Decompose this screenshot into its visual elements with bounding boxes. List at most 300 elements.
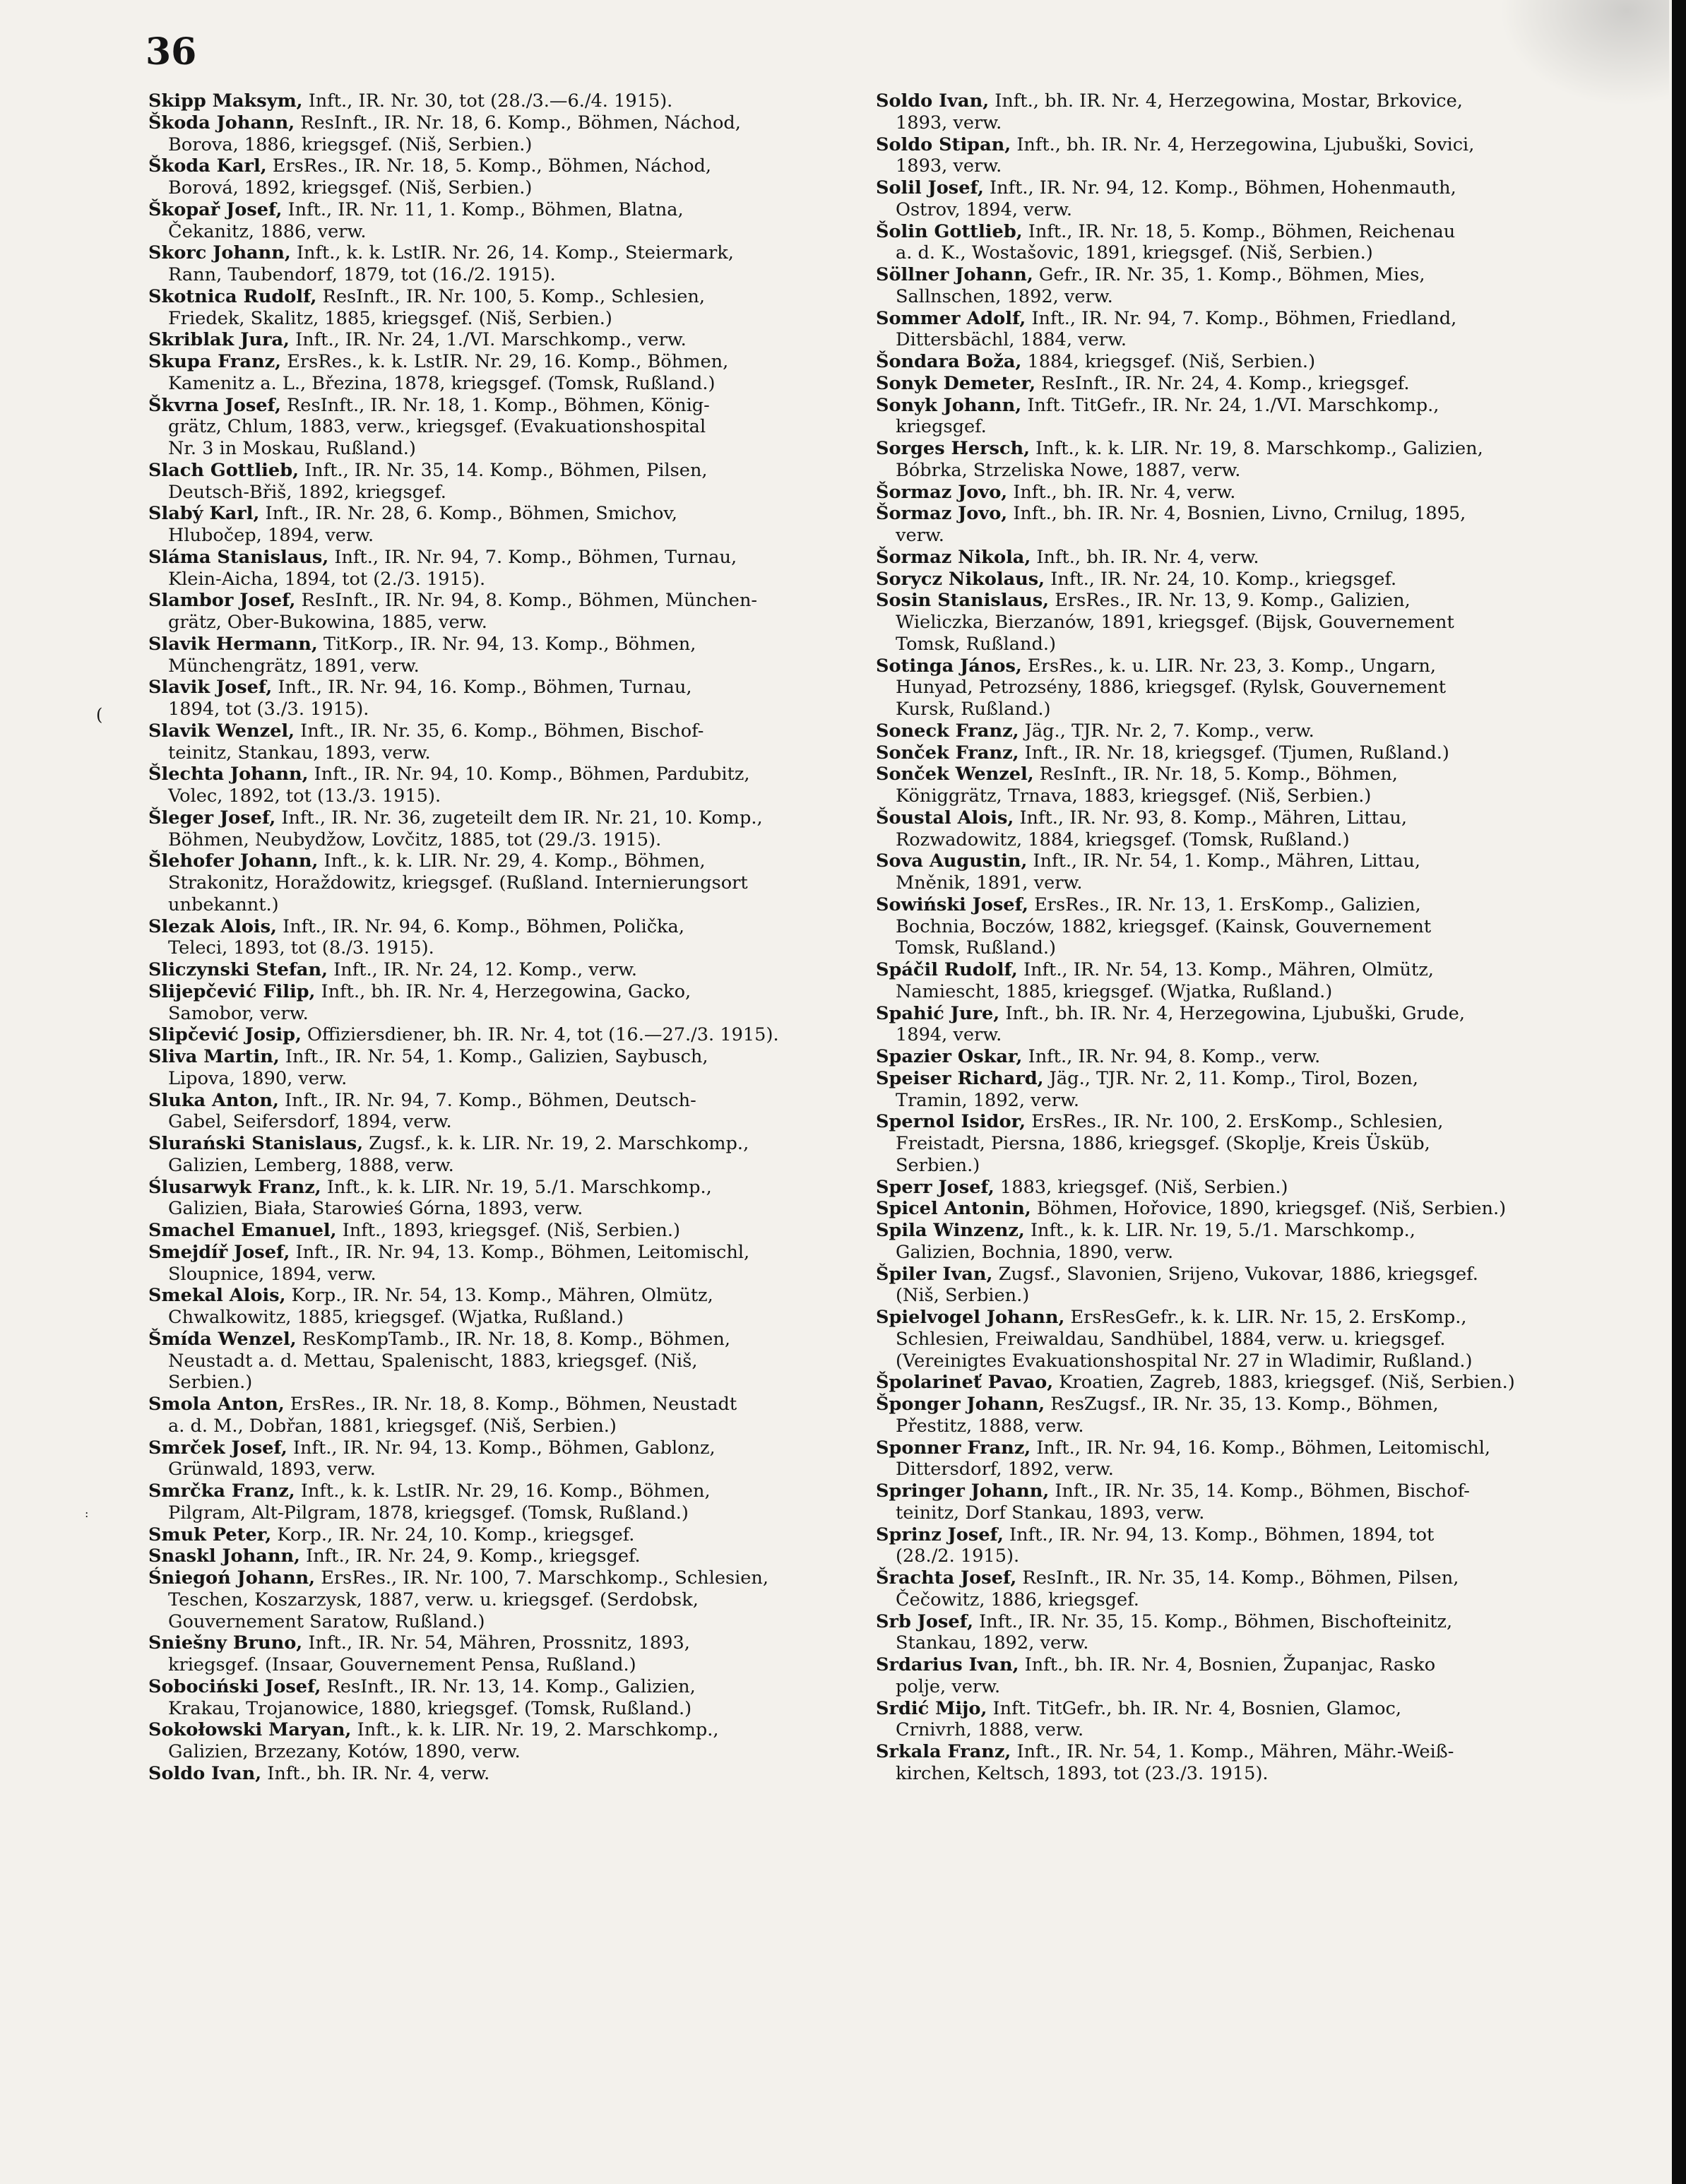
- entry-details: Inft., k. k. LIR. Nr. 19, 8. Marschkomp., Galizien,: [1030, 438, 1483, 459]
- entry-details: TitKorp., IR. Nr. 94, 13. Komp., Böhmen,: [317, 633, 696, 655]
- entry-continuation-line: Nr. 3 in Moskau, Rußland.): [168, 438, 416, 459]
- entry-continuation-line: a. d. K., Wostašovic, 1891, kriegsgef. (Niš, Serbien.): [896, 242, 1373, 264]
- entry-first-line: [876, 655, 1575, 677]
- entry-first-line: [148, 286, 835, 308]
- list-entry: [876, 850, 1575, 894]
- list-entry: [876, 373, 1575, 395]
- list-entry: [876, 807, 1575, 851]
- entry-first-line: [148, 959, 835, 981]
- list-entry: [876, 1003, 1575, 1047]
- entry-first-line: [148, 547, 835, 569]
- entry-details: Inft., bh. IR. Nr. 4, verw.: [261, 1762, 490, 1784]
- entry-first-line: [148, 1524, 835, 1546]
- entry-first-line: [148, 677, 835, 699]
- entry-details: Inft., IR. Nr. 35, 6. Komp., Böhmen, Bischof-: [295, 720, 704, 742]
- list-entry: [148, 112, 835, 156]
- entry-first-line: [876, 1372, 1575, 1394]
- margin-mark: :: [85, 1507, 89, 1520]
- entry-name: Šleger Josef,: [148, 807, 276, 829]
- entry-first-line: [148, 1133, 835, 1155]
- entry-details: Zugsf., Slavonien, Srijeno, Vukovar, 1886, kriegsgef.: [992, 1263, 1478, 1285]
- entry-first-line: [148, 590, 835, 612]
- list-entry: [148, 1090, 835, 1134]
- entry-details: ResInft., IR. Nr. 35, 14. Komp., Böhmen, Pilsen,: [1016, 1567, 1459, 1589]
- entry-details: Inft., IR. Nr. 35, 14. Komp., Böhmen, Pilsen,: [299, 459, 708, 481]
- entry-continuation-line: kriegsgef. (Insaar, Gouvernement Pensa, Rußland.): [168, 1654, 636, 1675]
- entry-details: Inft., bh. IR. Nr. 4, Herzegowina, Ljubuški, Grude,: [999, 1002, 1465, 1024]
- entry-first-line: [876, 1068, 1575, 1090]
- entry-details: Zugsf., k. k. LIR. Nr. 19, 2. Marschkomp.,: [363, 1133, 749, 1154]
- entry-first-line: [876, 959, 1575, 981]
- entry-first-line: [876, 373, 1575, 395]
- entry-continuation-line: Namiescht, 1885, kriegsgef. (Wjatka, Rußland.): [896, 980, 1333, 1002]
- list-entry: [148, 850, 835, 915]
- list-entry: [148, 959, 835, 981]
- entry-first-line: [876, 569, 1575, 590]
- entry-continuation-line: Borová, 1892, kriegsgef. (Niš, Serbien.): [168, 177, 533, 198]
- entry-continuation-line: Teschen, Koszarzysk, 1887, verw. u. kriegsgef. (Serdobsk,: [168, 1589, 699, 1610]
- list-entry: [876, 959, 1575, 1003]
- entry-first-line: [148, 916, 835, 938]
- entry-name: Sokołowski Maryan,: [148, 1719, 352, 1741]
- entry-continuation-line: 1894, tot (3./3. 1915).: [168, 699, 369, 720]
- entry-continuation-line: Klein-Aicha, 1894, tot (2./3. 1915).: [168, 568, 486, 590]
- entry-first-line: [876, 1654, 1575, 1676]
- entry-details: Inft., IR. Nr. 24, 9. Komp., kriegsgef.: [299, 1545, 641, 1567]
- entry-continuation-line: Rozwadowitz, 1884, kriegsgef. (Tomsk, Rußland.): [896, 829, 1350, 850]
- entry-continuation-line: Galizien, Lemberg, 1888, verw.: [168, 1154, 454, 1176]
- entry-name: Sperr Josef,: [876, 1176, 995, 1198]
- entry-details: Inft., bh. IR. Nr. 4, Herzegowina, Gacko,: [315, 980, 691, 1002]
- entry-first-line: [148, 1676, 835, 1698]
- entry-first-line: [876, 438, 1575, 460]
- entry-name: Sonček Wenzel,: [876, 764, 1034, 785]
- entry-continuation-line: unbekannt.): [168, 894, 279, 915]
- entry-name: Škopař Josef,: [148, 198, 283, 220]
- entry-first-line: [876, 395, 1575, 417]
- entry-continuation-line: Čečowitz, 1886, kriegsgef.: [896, 1589, 1139, 1610]
- entry-name: Slambor Josef,: [148, 590, 296, 612]
- list-entry: [876, 655, 1575, 720]
- margin-mark: (: [96, 705, 103, 725]
- entry-first-line: [148, 199, 835, 221]
- list-entry: [148, 395, 835, 460]
- entry-first-line: [876, 807, 1575, 829]
- entry-first-line: [876, 764, 1575, 785]
- list-entry: [876, 720, 1575, 742]
- entry-details: Inft., IR. Nr. 36, zugeteilt dem IR. Nr. 21, 10. Komp.,: [275, 807, 763, 829]
- entry-details: Korp., IR. Nr. 24, 10. Komp., kriegsgef.: [271, 1524, 635, 1545]
- list-entry: [876, 1046, 1575, 1068]
- entry-details: ErsResGefr., k. k. LIR. Nr. 15, 2. ErsKomp.,: [1064, 1307, 1467, 1328]
- list-entry: [148, 547, 835, 590]
- entry-continuation-line: Čekanitz, 1886, verw.: [168, 220, 367, 242]
- entry-details: Inft., IR. Nr. 94, 13. Komp., Böhmen, Gablonz,: [287, 1437, 716, 1459]
- list-entry: [148, 1437, 835, 1481]
- list-entry: [148, 1394, 835, 1437]
- entry-continuation-line: Deutsch-Břiš, 1892, kriegsgef.: [168, 481, 446, 503]
- entry-continuation-line: Serbien.): [168, 1372, 253, 1394]
- entry-name: Slach Gottlieb,: [148, 459, 299, 481]
- entry-first-line: [876, 547, 1575, 569]
- entry-details: Inft., IR. Nr. 35, 14. Komp., Böhmen, Bischof-: [1049, 1480, 1470, 1502]
- list-entry: [876, 742, 1575, 764]
- entry-continuation-line: Krakau, Trojanowice, 1880, kriegsgef. (Tomsk, Rußland.): [168, 1697, 692, 1719]
- list-entry: [876, 894, 1575, 959]
- entry-details: Inft., IR. Nr. 94, 6. Komp., Böhmen, Polička,: [276, 915, 684, 937]
- entry-details: Inft., k. k. LIR. Nr. 29, 4. Komp., Böhmen,: [318, 850, 706, 872]
- list-entry: [148, 503, 835, 547]
- page-number: 36: [146, 30, 197, 73]
- entry-first-line: [876, 351, 1575, 373]
- entry-continuation-line: grätz, Chlum, 1883, verw., kriegsgef. (Evakuationshospital: [168, 416, 706, 438]
- entry-details: ResInft., IR. Nr. 18, 6. Komp., Böhmen, Náchod,: [295, 112, 741, 133]
- entry-details: ResZugsf., IR. Nr. 35, 13. Komp., Böhmen,: [1045, 1394, 1439, 1415]
- list-entry: [876, 1524, 1575, 1568]
- entry-details: Inft., IR. Nr. 94, 16. Komp., Böhmen, Leitomischl,: [1031, 1437, 1491, 1459]
- entry-name: Slavik Josef,: [148, 677, 273, 699]
- entry-continuation-line: verw.: [896, 525, 944, 546]
- entry-first-line: [148, 634, 835, 655]
- list-entry: [876, 1264, 1575, 1307]
- entry-continuation-line: Gouvernement Saratow, Rußland.): [168, 1610, 485, 1632]
- list-entry: [876, 503, 1575, 547]
- entry-details: Inft., IR. Nr. 94, 8. Komp., verw.: [1022, 1046, 1321, 1067]
- entry-continuation-line: Friedek, Skalitz, 1885, kriegsgef. (Niš, Serbien.): [168, 307, 612, 329]
- list-entry: [148, 807, 835, 851]
- entry-details: Inft. TitGefr., bh. IR. Nr. 4, Bosnien, Glamoc,: [987, 1697, 1401, 1719]
- entry-details: ErsRes., k. k. LstIR. Nr. 29, 16. Komp., Böhmen,: [281, 351, 729, 372]
- entry-first-line: [876, 1046, 1575, 1068]
- entry-name: Sobociński Josef,: [148, 1675, 321, 1697]
- entry-first-line: [148, 90, 835, 112]
- entry-continuation-line: Freistadt, Piersna, 1886, kriegsgef. (Skoplje, Kreis Üsküb,: [896, 1133, 1430, 1154]
- entry-first-line: [876, 742, 1575, 764]
- entry-details: 1884, kriegsgef. (Niš, Serbien.): [1021, 351, 1316, 372]
- entry-name: Slurański Stanislaus,: [148, 1133, 364, 1154]
- entry-details: ErsRes., IR. Nr. 18, 8. Komp., Böhmen, Neustadt: [284, 1394, 737, 1415]
- entry-name: Šolin Gottlieb,: [876, 220, 1023, 242]
- list-entry: [876, 1654, 1575, 1698]
- entry-details: Inft., IR. Nr. 54, 1. Komp., Mähren, Mähr.-Weiß-: [1011, 1741, 1454, 1762]
- entry-name: Srdarius Ivan,: [876, 1654, 1019, 1675]
- entry-continuation-line: Rann, Taubendorf, 1879, tot (16./2. 1915).: [168, 264, 556, 285]
- entry-name: Ślusarwyk Franz,: [148, 1176, 321, 1198]
- list-entry: [148, 1285, 835, 1329]
- entry-details: Inft., k. k. LIR. Nr. 19, 5./1. Marschkomp.,: [1024, 1220, 1415, 1241]
- entry-continuation-line: Ostrov, 1894, verw.: [896, 198, 1072, 220]
- entry-name: Šondara Boža,: [876, 351, 1022, 372]
- entry-first-line: [876, 720, 1575, 742]
- entry-name: Srb Josef,: [876, 1610, 974, 1632]
- entry-details: ResKompTamb., IR. Nr. 18, 8. Komp., Böhmen,: [296, 1328, 731, 1350]
- entry-details: Inft., k. k. LIR. Nr. 19, 5./1. Marschkomp.,: [321, 1176, 712, 1198]
- entry-details: Inft., IR. Nr. 94, 12. Komp., Böhmen, Hohenmauth,: [983, 177, 1456, 198]
- entry-first-line: [148, 807, 835, 829]
- entry-first-line: [876, 1524, 1575, 1546]
- entry-details: ErsRes., k. u. LIR. Nr. 23, 3. Komp., Ungarn,: [1021, 655, 1437, 677]
- entry-name: Škvrna Josef,: [148, 394, 281, 416]
- entry-name: Smejdíř Josef,: [148, 1241, 290, 1263]
- entry-continuation-line: Volec, 1892, tot (13./3. 1915).: [168, 785, 441, 807]
- entry-first-line: [876, 850, 1575, 872]
- entry-details: Inft., bh. IR. Nr. 4, Herzegowina, Ljubuški, Sovici,: [1011, 133, 1475, 155]
- entry-name: Smola Anton,: [148, 1394, 285, 1415]
- entry-continuation-line: a. d. M., Dobřan, 1881, kriegsgef. (Niš, Serbien.): [168, 1415, 617, 1437]
- entry-continuation-line: Galizien, Biała, Starowieś Górna, 1893, verw.: [168, 1198, 583, 1220]
- entry-first-line: [876, 177, 1575, 199]
- entry-first-line: [148, 1046, 835, 1068]
- entry-name: Šlechta Johann,: [148, 764, 309, 785]
- entry-first-line: [148, 1545, 835, 1567]
- entry-first-line: [876, 1307, 1575, 1329]
- entry-first-line: [148, 981, 835, 1003]
- entry-continuation-line: 1894, verw.: [896, 1024, 1002, 1046]
- entry-first-line: [876, 308, 1575, 330]
- entry-name: Špolarineť Pavao,: [876, 1372, 1054, 1394]
- entry-continuation-line: (Niš, Serbien.): [896, 1285, 1030, 1307]
- entry-details: Inft., 1893, kriegsgef. (Niš, Serbien.): [336, 1220, 681, 1241]
- entry-first-line: [148, 1090, 835, 1112]
- entry-name: Spáčil Rudolf,: [876, 959, 1018, 980]
- entry-continuation-line: Chwalkowitz, 1885, kriegsgef. (Wjatka, Rußland.): [168, 1307, 624, 1328]
- entry-details: Gefr., IR. Nr. 35, 1. Komp., Böhmen, Mies,: [1033, 264, 1425, 285]
- entry-name: Sliczynski Stefan,: [148, 959, 328, 980]
- entry-name: Šponger Johann,: [876, 1394, 1045, 1415]
- entry-continuation-line: Mněnik, 1891, verw.: [896, 872, 1083, 894]
- entry-details: Jäg., TJR. Nr. 2, 11. Komp., Tirol, Bozen,: [1043, 1067, 1419, 1089]
- entry-continuation-line: 1893, verw.: [896, 112, 1002, 133]
- entry-first-line: [876, 1480, 1575, 1502]
- list-entry: [876, 351, 1575, 373]
- list-entry: [876, 569, 1575, 590]
- entry-first-line: [148, 155, 835, 177]
- entry-first-line: [148, 764, 835, 785]
- entry-name: Smrčka Franz,: [148, 1480, 295, 1502]
- entry-first-line: [876, 1003, 1575, 1025]
- entry-continuation-line: kirchen, Keltsch, 1893, tot (23./3. 1915).: [896, 1762, 1269, 1784]
- entry-continuation-line: Neustadt a. d. Mettau, Spalenischt, 1883, kriegsgef. (Niš,: [168, 1350, 698, 1372]
- entry-continuation-line: Kamenitz a. L., Březina, 1878, kriegsgef. (Tomsk, Rußland.): [168, 372, 716, 394]
- entry-continuation-line: Teleci, 1893, tot (8./3. 1915).: [168, 937, 434, 959]
- entry-details: ResInft., IR. Nr. 18, 1. Komp., Böhmen, König-: [280, 394, 710, 416]
- list-entry: [148, 1524, 835, 1546]
- list-entry: [148, 1545, 835, 1567]
- entry-continuation-line: Pilgram, Alt-Pilgram, 1878, kriegsgef. (Tomsk, Rußland.): [168, 1502, 689, 1524]
- entry-first-line: [876, 1220, 1575, 1242]
- entry-name: Slavik Wenzel,: [148, 720, 295, 742]
- entry-continuation-line: Münchengrätz, 1891, verw.: [168, 655, 420, 677]
- entry-name: Šormaz Jovo,: [876, 481, 1008, 503]
- entry-details: Inft., IR. Nr. 24, 1./VI. Marschkomp., verw.: [289, 329, 687, 351]
- list-entry: [148, 1676, 835, 1720]
- entry-first-line: [148, 1437, 835, 1459]
- entry-name: Sonyk Demeter,: [876, 372, 1036, 394]
- entry-first-line: [876, 894, 1575, 916]
- entry-name: Skorc Johann,: [148, 242, 291, 264]
- list-entry: [148, 460, 835, 504]
- entry-continuation-line: Tomsk, Rußland.): [896, 633, 1056, 655]
- entry-details: Jäg., TJR. Nr. 2, 7. Komp., verw.: [1019, 720, 1314, 742]
- entry-name: Smrček Josef,: [148, 1437, 287, 1459]
- entry-first-line: [148, 1763, 835, 1785]
- entry-name: Śniegoń Johann,: [148, 1567, 316, 1589]
- entry-name: Šlehofer Johann,: [148, 850, 319, 872]
- entry-first-line: [148, 1329, 835, 1351]
- entry-details: Böhmen, Hořovice, 1890, kriegsgef. (Niš, Serbien.): [1031, 1198, 1507, 1220]
- entry-continuation-line: Tramin, 1892, verw.: [896, 1089, 1080, 1111]
- list-entry: [876, 308, 1575, 352]
- entry-name: Spicel Antonin,: [876, 1198, 1031, 1220]
- entry-continuation-line: kriegsgef.: [896, 416, 987, 438]
- entry-first-line: [148, 850, 835, 872]
- entry-first-line: [876, 1198, 1575, 1220]
- entry-details: Inft., IR. Nr. 94, 16. Komp., Böhmen, Turnau,: [272, 677, 692, 699]
- entry-name: Spazier Oskar,: [876, 1046, 1023, 1067]
- entry-continuation-line: Hlubočep, 1894, verw.: [168, 525, 374, 546]
- list-entry: [148, 1133, 835, 1177]
- entry-name: Sorycz Nikolaus,: [876, 568, 1045, 590]
- entry-continuation-line: Dittersdorf, 1892, verw.: [896, 1459, 1114, 1480]
- entry-continuation-line: Tomsk, Rußland.): [896, 937, 1056, 959]
- entry-details: Inft., IR. Nr. 94, 13. Komp., Böhmen, Leitomischl,: [290, 1241, 750, 1263]
- entry-name: Šoustal Alois,: [876, 807, 1014, 829]
- entry-continuation-line: (Vereinigtes Evakuationshospital Nr. 27 in Wladimir, Rußland.): [896, 1350, 1473, 1372]
- entry-name: Skupa Franz,: [148, 351, 282, 372]
- entry-details: ResInft., IR. Nr. 94, 8. Komp., Böhmen, München-: [295, 590, 758, 612]
- list-entry: [148, 155, 835, 199]
- entry-name: Sosin Stanislaus,: [876, 590, 1050, 612]
- entry-first-line: [876, 1741, 1575, 1763]
- list-entry: [148, 329, 835, 351]
- entry-name: Spernol Isidor,: [876, 1111, 1026, 1133]
- entry-first-line: [148, 1177, 835, 1199]
- list-entry: [876, 1111, 1575, 1176]
- list-entry: [148, 242, 835, 286]
- list-entry: [876, 1567, 1575, 1611]
- entry-name: Sorges Hersch,: [876, 438, 1030, 459]
- entry-details: Inft., IR. Nr. 94, 10. Komp., Böhmen, Pardubitz,: [308, 764, 750, 785]
- list-entry: [876, 1177, 1575, 1199]
- entry-name: Soldo Ivan,: [876, 90, 990, 112]
- list-entry: [876, 177, 1575, 221]
- entry-continuation-line: Grünwald, 1893, verw.: [168, 1459, 376, 1480]
- list-entry: [876, 1198, 1575, 1220]
- entry-name: Škoda Johann,: [148, 112, 295, 133]
- entry-details: Inft., IR. Nr. 30, tot (28./3.—6./4. 1915).: [302, 90, 673, 112]
- entry-continuation-line: Hunyad, Petrozsény, 1886, kriegsgef. (Rylsk, Gouvernement: [896, 677, 1447, 699]
- list-entry: [876, 1068, 1575, 1112]
- entry-name: Spahić Jure,: [876, 1002, 1000, 1024]
- entry-continuation-line: Bochnia, Boczów, 1882, kriegsgef. (Kainsk, Gouvernement: [896, 915, 1432, 937]
- entry-first-line: [876, 1394, 1575, 1416]
- entry-first-line: [148, 1480, 835, 1502]
- entry-first-line: [876, 590, 1575, 612]
- entry-details: ResInft., IR. Nr. 24, 4. Komp., kriegsgef.: [1035, 372, 1410, 394]
- list-entry: [148, 199, 835, 243]
- entry-details: Offiziersdiener, bh. IR. Nr. 4, tot (16.—27./3. 1915).: [301, 1024, 779, 1046]
- entry-name: Šormaz Jovo,: [876, 503, 1008, 525]
- left-column: [148, 90, 835, 1785]
- list-entry: [148, 720, 835, 764]
- entry-details: Inft., k. k. LstIR. Nr. 29, 16. Komp., Böhmen,: [295, 1480, 711, 1502]
- entry-first-line: [148, 1632, 835, 1654]
- list-entry: [876, 264, 1575, 308]
- entry-details: ErsRes., IR. Nr. 13, 1. ErsKomp., Galizien,: [1028, 894, 1421, 915]
- entry-name: Speiser Richard,: [876, 1067, 1044, 1089]
- entry-first-line: [148, 1719, 835, 1741]
- list-entry: [148, 1024, 835, 1046]
- entry-name: Srkala Franz,: [876, 1741, 1011, 1762]
- list-entry: [148, 1177, 835, 1221]
- entry-name: Soldo Stipan,: [876, 133, 1011, 155]
- entry-name: Sliva Martin,: [148, 1046, 280, 1067]
- list-entry: [148, 1329, 835, 1394]
- list-entry: [876, 134, 1575, 178]
- entry-name: Soneck Franz,: [876, 720, 1019, 742]
- entry-name: Spila Winzenz,: [876, 1220, 1025, 1241]
- entry-details: ErsRes., IR. Nr. 13, 9. Komp., Galizien,: [1049, 590, 1411, 612]
- entry-details: Inft., IR. Nr. 94, 7. Komp., Böhmen, Friedland,: [1026, 307, 1457, 329]
- list-entry: [876, 1307, 1575, 1372]
- list-entry: [876, 1394, 1575, 1437]
- entry-first-line: [148, 1024, 835, 1046]
- entry-name: Spielvogel Johann,: [876, 1307, 1065, 1328]
- entry-details: Inft., bh. IR. Nr. 4, Herzegowina, Mostar, Brkovice,: [989, 90, 1463, 112]
- list-entry: [876, 1741, 1575, 1785]
- entry-continuation-line: Sloupnice, 1894, verw.: [168, 1263, 376, 1285]
- entry-name: Sponner Franz,: [876, 1437, 1031, 1459]
- entry-continuation-line: Přestitz, 1888, verw.: [896, 1415, 1084, 1437]
- entry-name: Skotnica Rudolf,: [148, 285, 317, 307]
- entry-continuation-line: Galizien, Bochnia, 1890, verw.: [896, 1241, 1174, 1263]
- entry-details: ResInft., IR. Nr. 13, 14. Komp., Galizien,: [321, 1675, 696, 1697]
- list-entry: [876, 1611, 1575, 1655]
- entry-name: Sniešny Bruno,: [148, 1632, 303, 1654]
- list-entry: [148, 1220, 835, 1242]
- list-entry: [876, 1480, 1575, 1524]
- entry-first-line: [876, 134, 1575, 156]
- list-entry: [148, 1567, 835, 1632]
- entry-continuation-line: Borova, 1886, kriegsgef. (Niš, Serbien.): [168, 133, 533, 155]
- entry-name: Smekal Alois,: [148, 1285, 286, 1307]
- entry-first-line: [876, 1264, 1575, 1286]
- entry-continuation-line: Gabel, Seifersdorf, 1894, verw.: [168, 1111, 452, 1133]
- entry-details: Inft., IR. Nr. 54, Mähren, Prossnitz, 1893,: [302, 1632, 690, 1654]
- entry-details: Inft. TitGefr., IR. Nr. 24, 1./VI. Marschkomp.,: [1021, 394, 1439, 416]
- entry-name: Slezak Alois,: [148, 915, 277, 937]
- entry-name: Soldo Ivan,: [148, 1762, 262, 1784]
- entry-first-line: [148, 242, 835, 264]
- entry-continuation-line: Crnivrh, 1888, verw.: [896, 1719, 1084, 1741]
- entry-continuation-line: Samobor, verw.: [168, 1002, 309, 1024]
- scan-edge-bar: [1672, 0, 1686, 2184]
- entry-name: Sluka Anton,: [148, 1089, 279, 1111]
- entry-details: 1883, kriegsgef. (Niš, Serbien.): [994, 1176, 1288, 1198]
- entry-continuation-line: Lipova, 1890, verw.: [168, 1067, 348, 1089]
- entry-continuation-line: (28./2. 1915).: [896, 1545, 1020, 1567]
- entry-first-line: [148, 1220, 835, 1242]
- entry-details: Inft., IR. Nr. 94, 7. Komp., Böhmen, Turnau,: [328, 546, 737, 568]
- entry-continuation-line: Strakonitz, Horaždowitz, kriegsgef. (Rußland. Internierungsort: [168, 872, 748, 894]
- entry-continuation-line: Bóbrka, Strzeliska Nowe, 1887, verw.: [896, 459, 1241, 481]
- list-entry: [876, 547, 1575, 569]
- entry-details: Inft., IR. Nr. 18, kriegsgef. (Tjumen, Rußland.): [1019, 742, 1449, 764]
- entry-first-line: [148, 1394, 835, 1416]
- list-entry: [148, 1480, 835, 1524]
- entry-details: Inft., IR. Nr. 94, 13. Komp., Böhmen, 1894, tot: [1003, 1524, 1435, 1545]
- list-entry: [148, 1763, 835, 1785]
